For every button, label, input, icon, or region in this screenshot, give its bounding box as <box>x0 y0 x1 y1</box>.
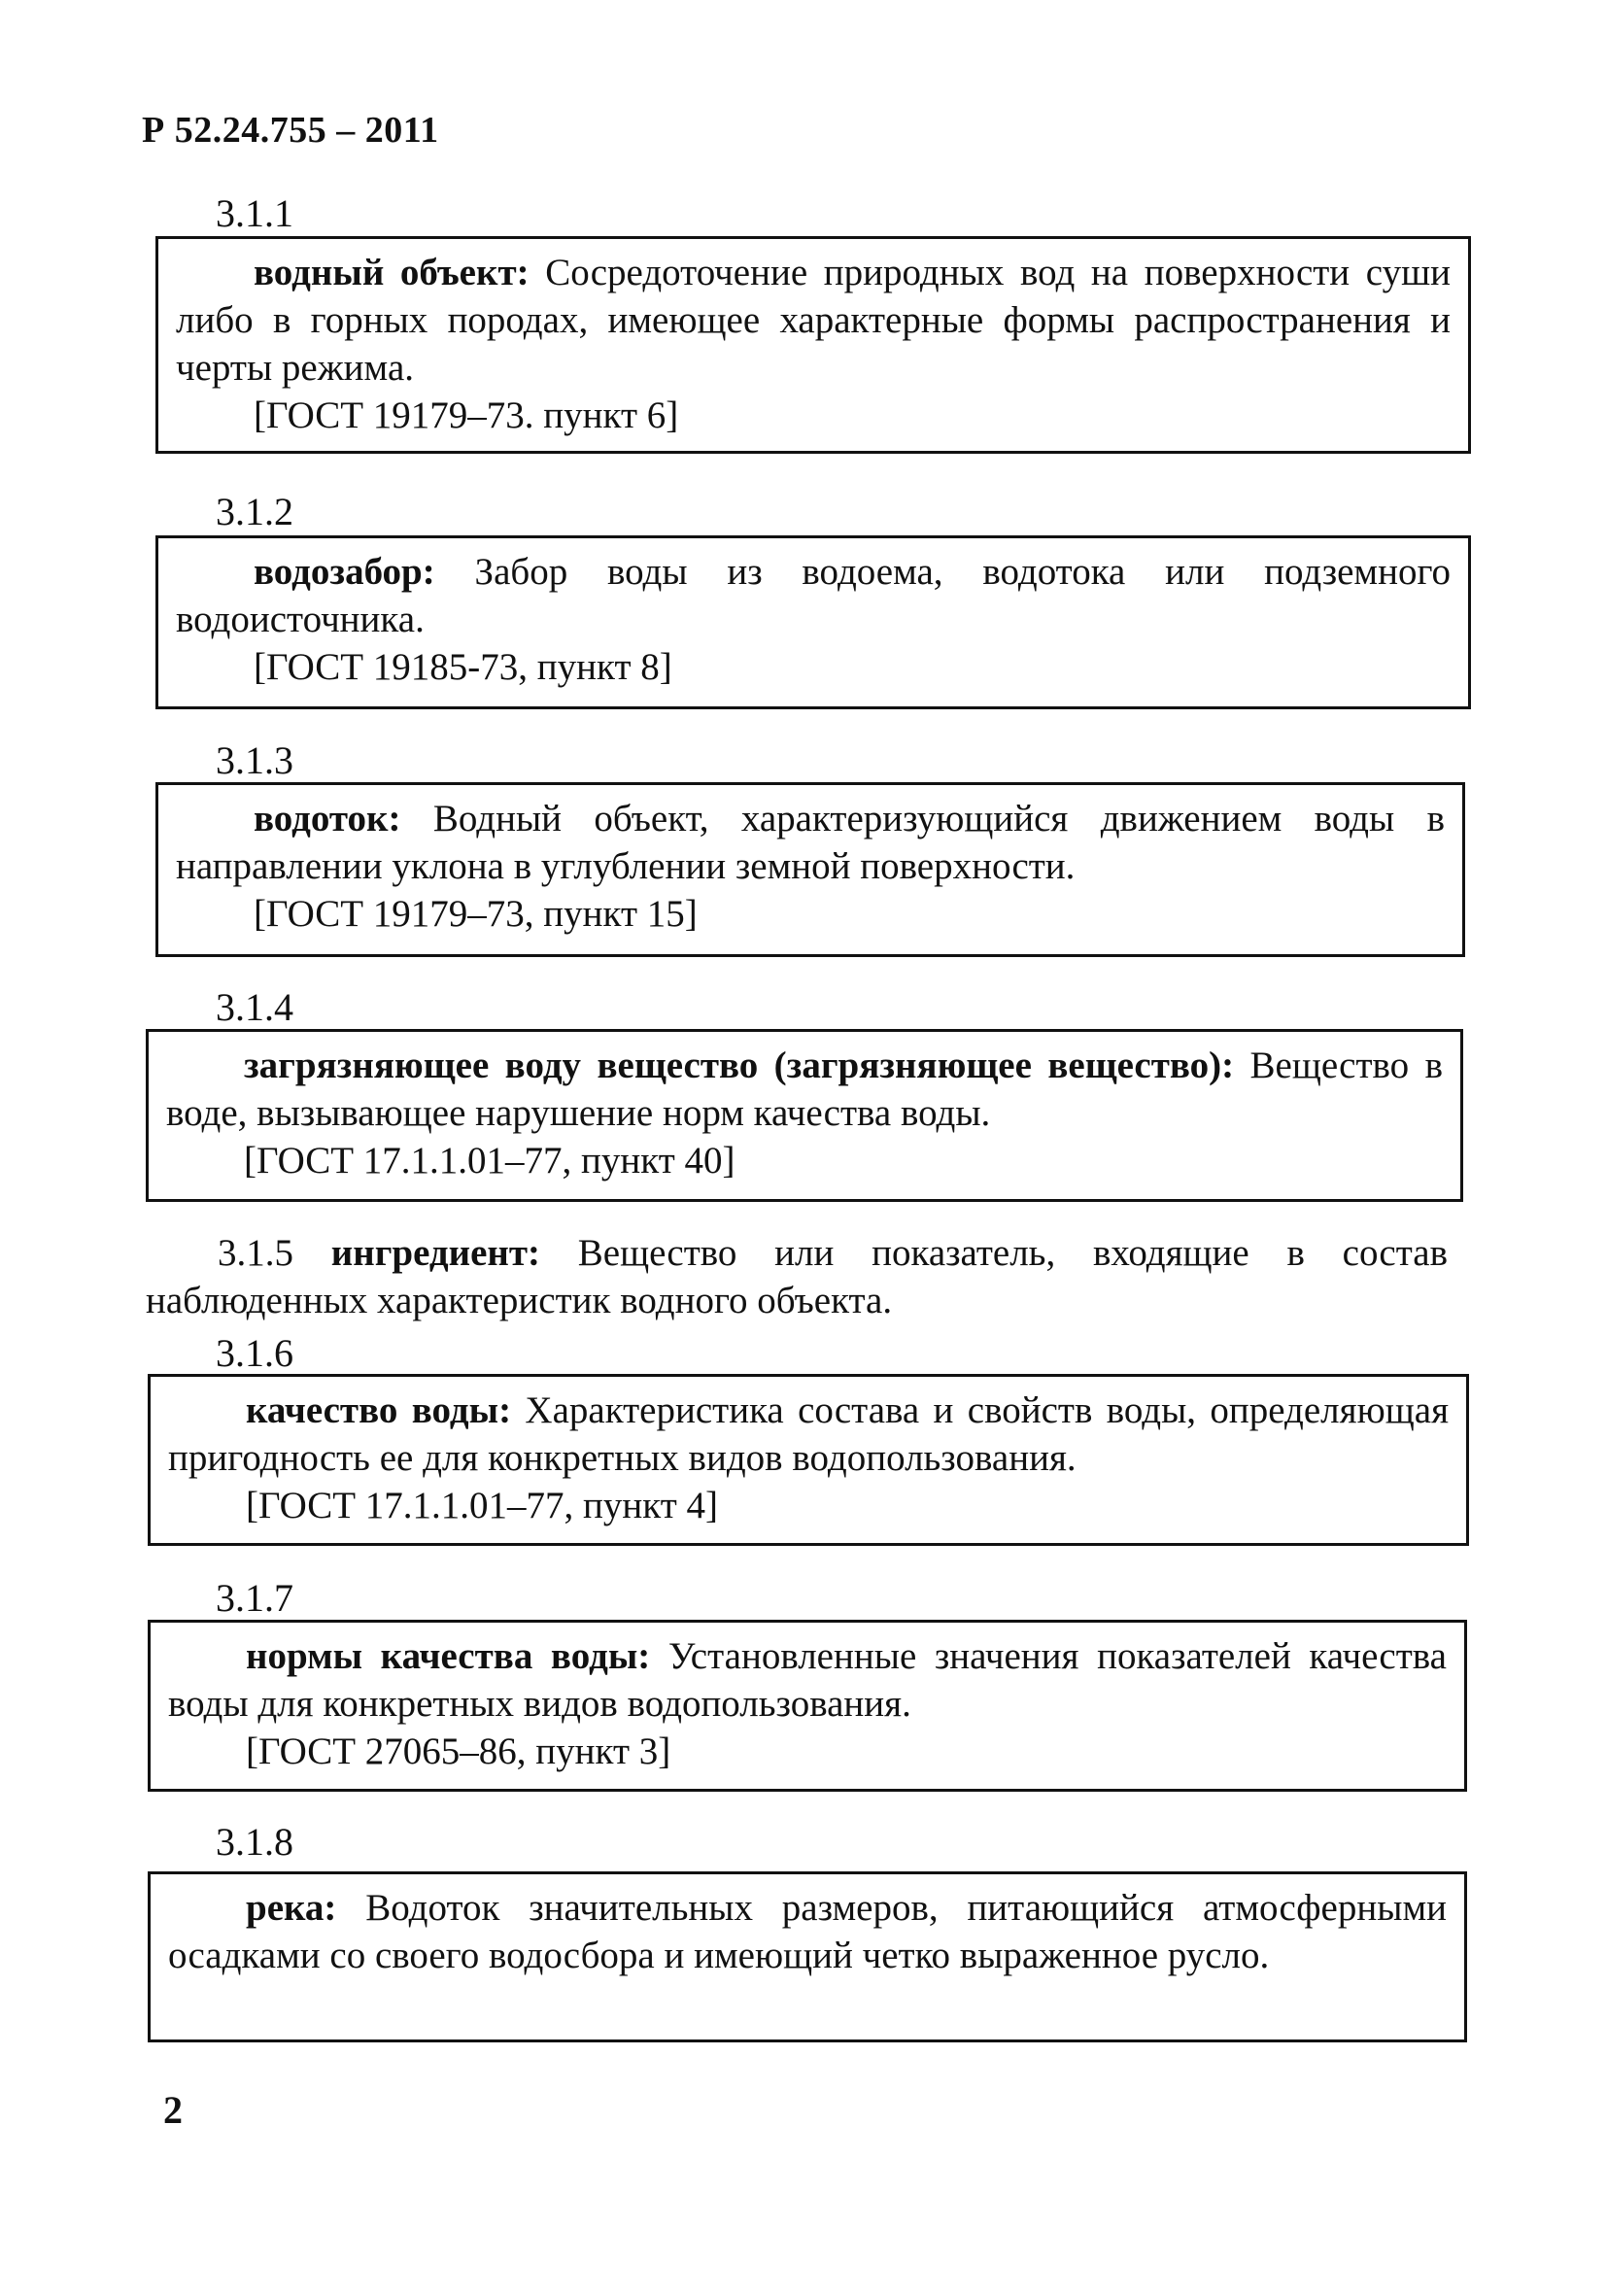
entry-number: 3.1.4 <box>216 985 293 1029</box>
definition: Установленные значения показателей качества воды для конкретных видов водопользования. <box>168 1635 1447 1725</box>
definition-box <box>155 535 1471 709</box>
source-reference: [ГОСТ 17.1.1.01–77, пункт 40] <box>244 1140 735 1182</box>
definition: Характеристика состава и свойств воды, определяющая пригодность ее для конкретных видов водопользования. <box>168 1389 1450 1479</box>
definition-box <box>146 1029 1463 1202</box>
source-reference: [ГОСТ 19179–73. пункт 6] <box>254 394 679 436</box>
plain-definition-paragraph <box>146 1229 1448 1324</box>
term: ингредиент: <box>330 1232 541 1274</box>
term: загрязняющее воду вещество (загрязняющее вещество) <box>244 1045 1222 1086</box>
definition: Сосредоточение природных вод на поверхности суши либо в горных породах, имеющее характерные формы распространения и черты режима. <box>176 252 1451 389</box>
term: река <box>246 1887 325 1929</box>
entry-number: 3.1.5 <box>218 1232 293 1274</box>
definition-text: водоток: Водный объект, характеризующийся движением воды в направлении уклона в углублении земной поверхности. <box>176 798 1445 887</box>
term: качество воды <box>246 1389 499 1431</box>
definition: Водный объект, характеризующийся движением воды в направлении уклона в углублении земной поверхности. <box>176 798 1445 887</box>
definition-box <box>155 236 1471 454</box>
term: водозабор <box>254 551 423 593</box>
definition: Вещество или показатель, входящие в состав наблюденных характеристик водного объекта. <box>146 1232 1448 1321</box>
entry-number: 3.1.7 <box>216 1576 293 1620</box>
definition-box <box>148 1871 1467 2042</box>
definition-box <box>148 1374 1469 1546</box>
source-reference: [ГОСТ 19185-73, пункт 8] <box>254 646 672 688</box>
term: нормы качества воды <box>246 1635 638 1677</box>
definition-text: водный объект: Сосредоточение природных вод на поверхности суши либо в горных породах, имеющее характерные формы распространения и черты режима. <box>176 252 1451 389</box>
document-code: Р 52.24.755 – 2011 <box>142 110 439 151</box>
entry-number: 3.1.2 <box>216 490 293 533</box>
definition-text: водозабор: Забор воды из водоема, водотока или подземного водоисточника. <box>176 551 1451 640</box>
term: водный объект <box>254 252 517 293</box>
definition-box <box>155 782 1465 957</box>
definition: Забор воды из водоема, водотока или подземного водоисточника. <box>176 551 1451 640</box>
definition-text: качество воды: Характеристика состава и свойств воды, определяющая пригодность ее для конкретных видов водопользования. <box>168 1389 1450 1479</box>
definition-box <box>148 1620 1467 1792</box>
definition-text: загрязняющее воду вещество (загрязняющее вещество): Вещество в воде, вызывающее нарушение норм качества воды. <box>166 1045 1443 1134</box>
definition-text: река: Водоток значительных размеров, питающийся атмосферными осадками со своего водосбора и имеющий четко выраженное русло. <box>168 1887 1447 1976</box>
source-reference: [ГОСТ 27065–86, пункт 3] <box>246 1731 671 1772</box>
definition: Вещество в воде, вызывающее нарушение норм качества воды. <box>166 1045 1443 1134</box>
entry-number: 3.1.6 <box>216 1331 293 1375</box>
page-number: 2 <box>163 2088 183 2132</box>
source-reference: [ГОСТ 19179–73, пункт 15] <box>254 893 698 935</box>
entry-number: 3.1.8 <box>216 1820 293 1864</box>
definition-text: нормы качества воды: Установленные значения показателей качества воды для конкретных видов водопользования. <box>168 1635 1447 1725</box>
entry-number: 3.1.1 <box>216 191 293 235</box>
source-reference: [ГОСТ 17.1.1.01–77, пункт 4] <box>246 1485 718 1526</box>
entry-number: 3.1.3 <box>216 738 293 782</box>
term: водоток <box>254 798 389 840</box>
definition: Водоток значительных размеров, питающийся атмосферными осадками со своего водосбора и имеющий четко выраженное русло. <box>168 1887 1447 1976</box>
